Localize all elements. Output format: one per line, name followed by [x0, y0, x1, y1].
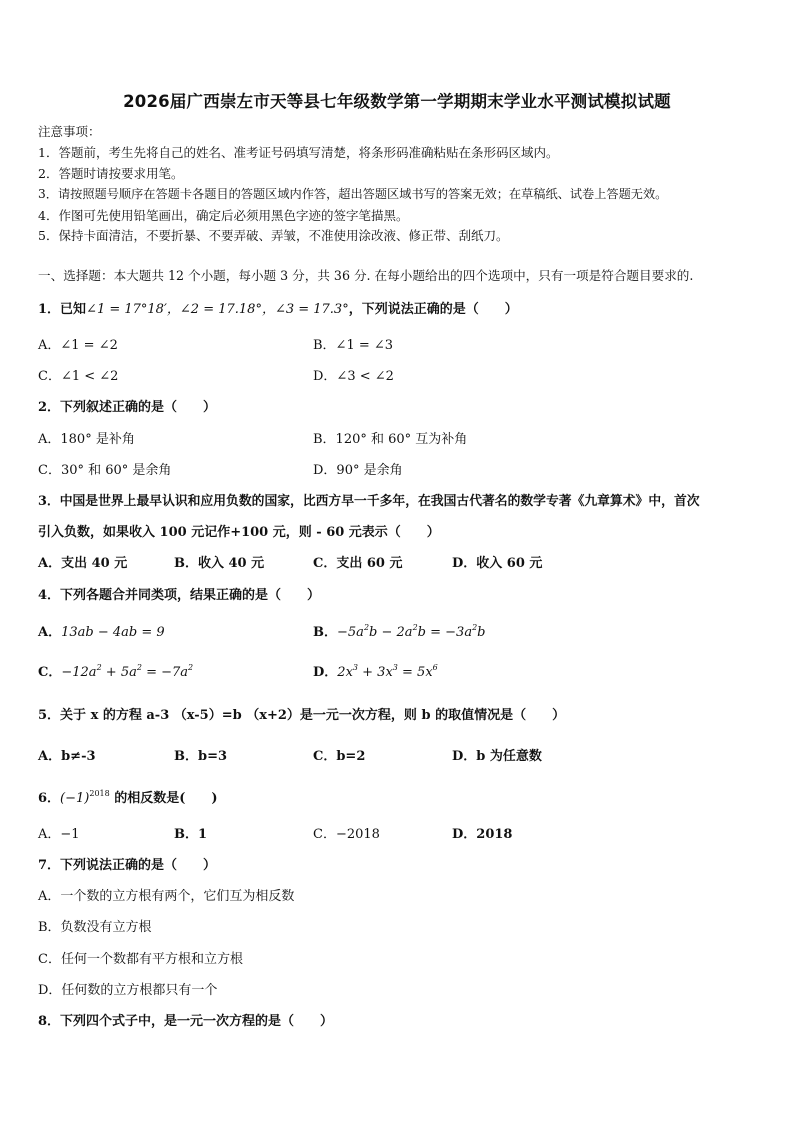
q6-option-b: B．1	[174, 827, 208, 842]
notice-item: 1．答题前，考生先将自己的姓名、准考证号码填写清楚，将条形码准确粘贴在条形码区域内。	[38, 145, 559, 160]
question-3-stem-line1: 3．中国是世界上最早认识和应用负数的国家，比西方早一千多年，在我国古代著名的数学专著《九章算术》中，首次	[38, 494, 700, 509]
q6-option-d: D．2018	[452, 827, 513, 842]
q1-option-b: B．∠1 = ∠3	[313, 338, 394, 353]
q7-option-b: B．负数没有立方根	[38, 920, 152, 935]
q5-option-b: B．b=3	[174, 749, 228, 764]
question-7-stem: 7．下列说法正确的是（ ）	[38, 858, 217, 873]
section-heading: 一、选择题：本大题共 12 个小题，每小题 3 分，共 36 分. 在每小题给出的四个选项中，只有一项是符合题目要求的.	[38, 268, 694, 283]
notice-heading: 注意事项：	[38, 124, 101, 139]
q5-option-c: C．b=2	[313, 749, 366, 764]
question-6-stem	[38, 787, 218, 806]
q5-option-a: A．b≠-3	[38, 749, 96, 764]
q4-option-c: C．$-12a^2 + 5a^2 = -7a^2$	[38, 663, 194, 680]
q6-prefix: 6．	[38, 791, 61, 806]
q4-option-d: D．$2x^3 + 3x^3 = 5x^6$	[313, 663, 438, 680]
question-5-stem: 5．关于 x 的方程 a-3 （x-5）=b （x+2）是一元一次方程，则 b 的取值情况是（ ）	[38, 708, 566, 723]
q7-option-c: C．任何一个数都有平方根和立方根	[38, 952, 243, 967]
q7-option-d: D．任何数的立方根都只有一个	[38, 983, 218, 998]
q7-option-a: A．一个数的立方根有两个，它们互为相反数	[38, 889, 295, 904]
q6-exponent: 2018	[89, 789, 110, 798]
notice-item: 2．答题时请按要求用笔。	[38, 166, 184, 181]
question-1-stem	[38, 298, 518, 317]
q3-option-c: C．支出 60 元	[313, 556, 403, 571]
question-4-stem: 4．下列各题合并同类项，结果正确的是（ ）	[38, 588, 321, 603]
q6-option-c: C．−2018	[313, 827, 380, 842]
q4-option-d-label: D．	[313, 665, 338, 680]
q1-prefix: 1．已知	[38, 302, 87, 317]
q6-option-a: A．−1	[38, 827, 80, 842]
page-title: 2026届广西崇左市天等县七年级数学第一学期期末学业水平测试模拟试题	[123, 92, 671, 111]
q4-option-a-math: 13ab − 4ab = 9	[61, 625, 165, 640]
q2-option-b: B．120° 和 60° 互为补角	[313, 432, 468, 447]
q1-suffix: ，下列说法正确的是（ ）	[348, 302, 518, 317]
question-8-stem: 8．下列四个式子中，是一元一次方程的是（ ）	[38, 1014, 334, 1029]
q2-option-a: A．180° 是补角	[38, 432, 135, 447]
q6-suffix: 的相反数是( )	[109, 791, 218, 806]
q4-option-c-label: C．	[38, 665, 62, 680]
q1-option-a: A．∠1 = ∠2	[38, 338, 118, 353]
notice-item: 5．保持卡面清洁，不要折暴、不要弄破、弄皱，不准使用涂改液、修正带、刮纸刀。	[38, 228, 509, 243]
q5-option-d: D．b 为任意数	[452, 749, 542, 764]
q6-base: (−1)	[60, 791, 90, 806]
notice-item: 3．请按照题号顺序在答题卡各题目的答题区域内作答，超出答题区域书写的答案无效；在草稿纸、试卷上答题无效。	[38, 187, 668, 201]
q2-option-d: D．90° 是余角	[313, 463, 403, 478]
q1-option-d: D．∠3 < ∠2	[313, 369, 394, 384]
q4-option-b-label: B．	[313, 625, 337, 640]
q4-option-a	[38, 621, 165, 640]
q3-option-a: A．支出 40 元	[38, 556, 128, 571]
q1-option-c: C．∠1 < ∠2	[38, 369, 119, 384]
q4-option-b: B．$-5a^2b - 2a^2b = -3a^2b$	[313, 623, 486, 640]
notice-item: 4．作图可先使用铅笔画出，确定后必须用黑色字迹的签字笔描黑。	[38, 208, 409, 223]
question-3-stem-line2: 引入负数，如果收入 100 元记作+100 元，则 - 60 元表示（ ）	[38, 525, 440, 540]
q1-math: ∠1 = 17°18′，∠2 = 17.18°，∠3 = 17.3°	[86, 302, 349, 317]
q4-option-a-label: A．	[38, 625, 62, 640]
q3-option-d: D．收入 60 元	[452, 556, 543, 571]
q3-option-b: B．收入 40 元	[174, 556, 265, 571]
q2-option-c: C．30° 和 60° 是余角	[38, 463, 172, 478]
question-2-stem: 2．下列叙述正确的是（ ）	[38, 400, 217, 415]
